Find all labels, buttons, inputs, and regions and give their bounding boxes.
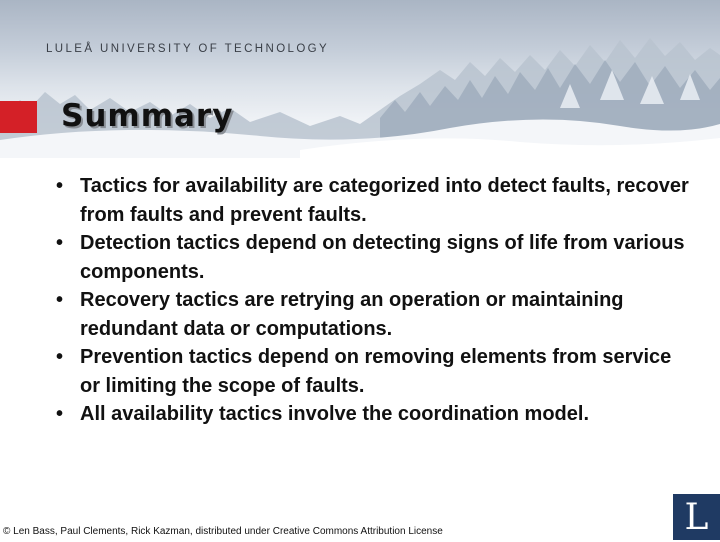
- copyright-footer: © Len Bass, Paul Clements, Rick Kazman, distributed under Creative Commons Attribution License: [3, 526, 443, 537]
- list-item-text: Prevention tactics depend on removing elements from service or limiting the scope of faults.: [80, 346, 672, 397]
- list-item: [52, 286, 692, 343]
- bullet-dot-icon: •: [56, 232, 64, 254]
- bullet-list: [52, 172, 692, 429]
- list-item-text: Detection tactics depend on detecting signs of life from various components.: [80, 232, 685, 283]
- snowy-forest-landscape: [0, 0, 720, 158]
- list-item: [52, 343, 692, 400]
- bullet-dot-icon: •: [56, 175, 64, 197]
- accent-square: [0, 101, 37, 133]
- logo-letter: L: [684, 497, 709, 538]
- header-banner: [0, 0, 720, 158]
- list-item: [52, 172, 692, 229]
- list-item: [52, 229, 692, 286]
- bullet-dot-icon: •: [56, 289, 64, 311]
- list-item-text: Recovery tactics are retrying an operation or maintaining redundant data or computations.: [80, 289, 624, 340]
- university-name: LULEÅ UNIVERSITY OF TECHNOLOGY: [46, 43, 330, 55]
- list-item-text: Tactics for availability are categorized into detect faults, recover from faults and prevent faults.: [80, 175, 689, 226]
- page-title: Summary: [61, 98, 234, 134]
- list-item: [52, 400, 692, 429]
- list-item-text: All availability tactics involve the coordination model.: [80, 403, 590, 425]
- bullet-dot-icon: •: [56, 403, 64, 425]
- bullet-dot-icon: •: [56, 346, 64, 368]
- university-logo: [673, 494, 720, 540]
